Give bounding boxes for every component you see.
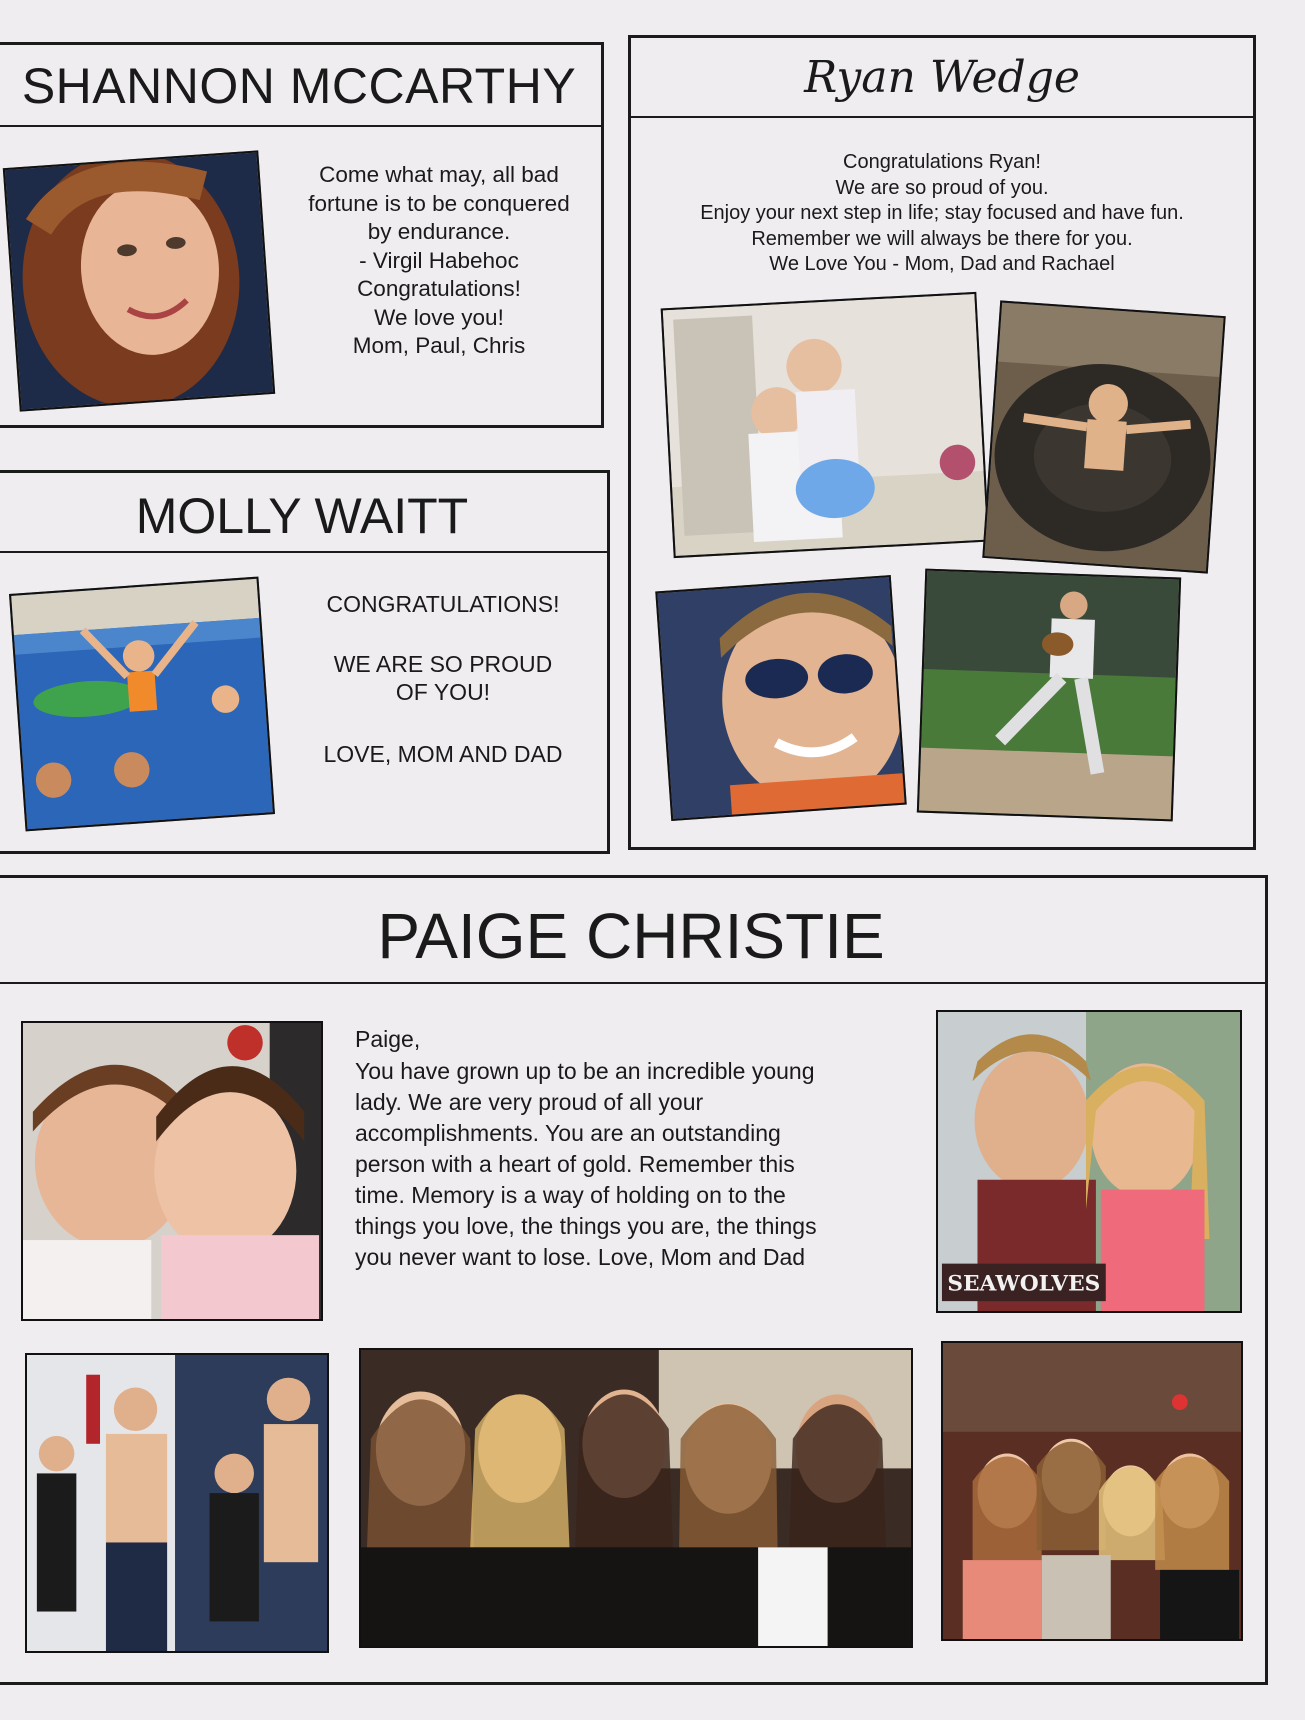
molly-congratulations: CONGRATULATIONS!	[326, 591, 560, 617]
ryan-childhood-photo	[661, 292, 990, 558]
ryan-sunglasses-photo	[655, 575, 906, 821]
shannon-title-bar	[0, 45, 601, 127]
paige-swim-team-photo	[25, 1353, 329, 1653]
paige-message: You have grown up to be an incredible young lady. We are very proud of all your accomplishments. You are an outstanding person with a heart of gold. Remember this time. Memory is a way of holding on to the things you love, the things you are, the things you never want to lose. Love, Mom and Dad	[355, 1058, 817, 1270]
ryan-title-bar	[631, 38, 1253, 118]
shannon-portrait-photo	[3, 150, 275, 411]
paige-couple-photo	[936, 1010, 1242, 1313]
ryan-wedge-ad	[628, 35, 1256, 850]
paige-christie-ad	[0, 875, 1268, 1685]
seawolves-shirt-text: SEAWOLVES	[947, 1271, 1101, 1297]
ryan-name: Ryan Wedge	[804, 52, 1080, 103]
paige-title-bar	[0, 878, 1265, 984]
molly-signature: LOVE, MOM AND DAD	[323, 741, 563, 767]
paige-siblings-photo	[21, 1021, 323, 1321]
paige-salutation: Paige,	[355, 1026, 421, 1052]
paige-friends-group-photo	[359, 1348, 913, 1648]
molly-name: MOLLY WAITT	[135, 488, 469, 544]
paige-party-photo	[941, 1341, 1243, 1641]
molly-pool-photo	[9, 577, 275, 832]
molly-proud-line: WE ARE SO PROUD OF YOU!	[333, 651, 553, 705]
shannon-name: SHANNON MCCARTHY	[21, 58, 577, 114]
ryan-tire-swing-photo	[982, 300, 1225, 573]
ryan-message: Congratulations Ryan! We are so proud of you. Enjoy your next step in life; stay focused and have fun. Remember we will always be there for you. We Love You - Mom, Dad and Rachael	[700, 151, 1184, 275]
shannon-message: Come what may, all bad fortune is to be conquered by endurance. - Virgil Habehoc Congratulations! We love you! Mom, Paul, Chris	[308, 162, 570, 358]
paige-name: PAIGE CHRISTIE	[377, 900, 885, 972]
shannon-mccarthy-ad	[0, 42, 604, 428]
molly-waitt-ad	[0, 470, 610, 854]
molly-title-bar	[0, 473, 607, 553]
ryan-baseball-photo	[917, 569, 1181, 822]
